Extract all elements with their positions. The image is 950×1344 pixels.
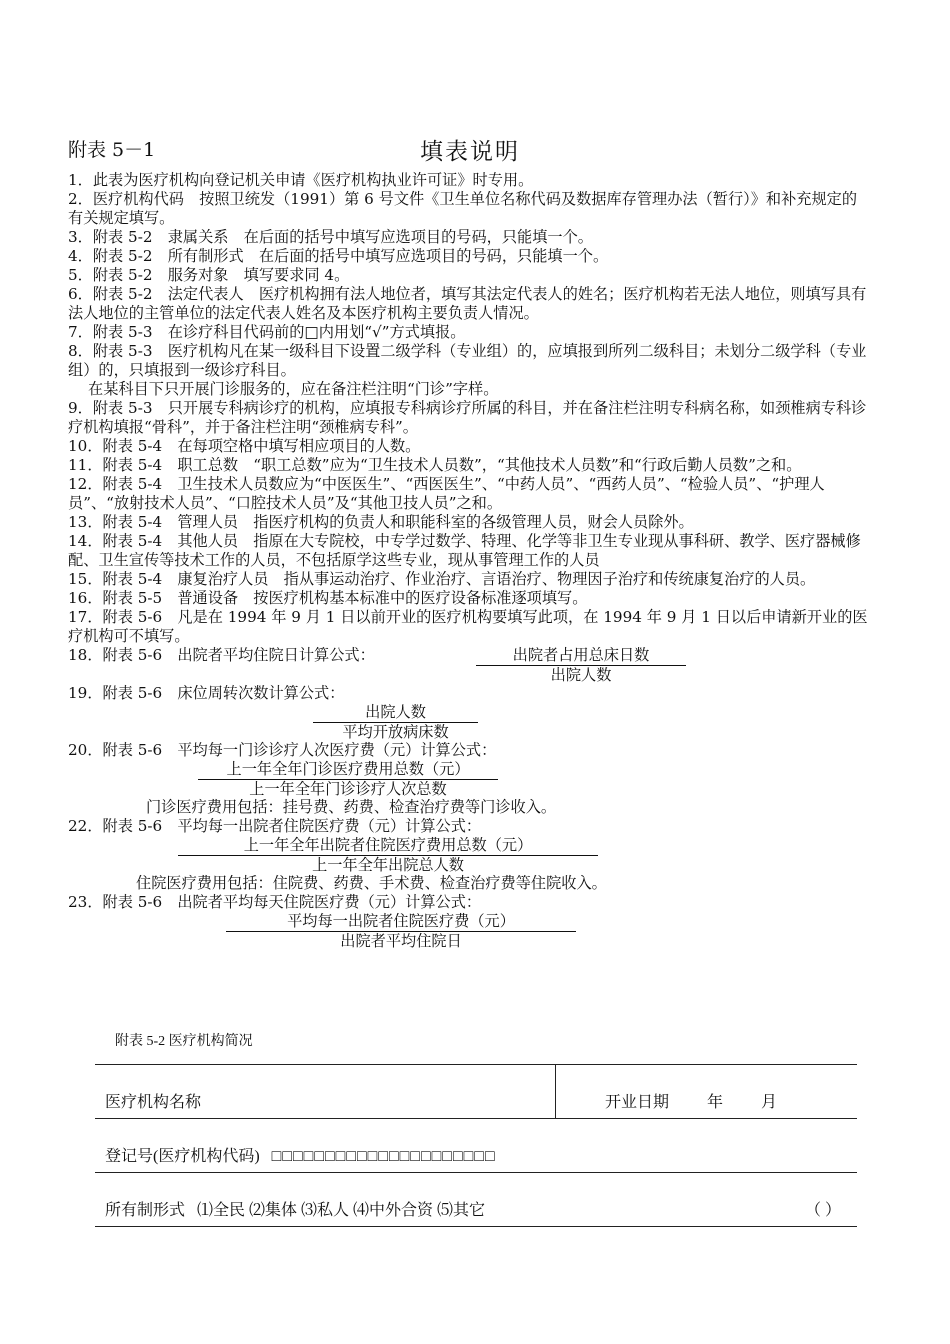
ownership-label: 所有制形式 xyxy=(105,1202,186,1219)
instruction-item: 3．附表 5-2 隶属关系 在后面的括号中填写应选项目的号码，只能填一个。 xyxy=(68,228,593,246)
instruction-item: 4．附表 5-2 所有制形式 在后面的括号中填写应选项目的号码，只能填一个。 xyxy=(68,247,609,265)
instruction-item: 在某科目下只开展门诊服务的，应在备注栏注明“门诊”字样。 xyxy=(88,380,499,398)
form-row-ownership xyxy=(95,1172,857,1227)
form-table xyxy=(95,1064,857,1227)
fraction-numerator: 上一年全年出院者住院医疗费用总数（元） xyxy=(178,836,598,856)
ownership-field xyxy=(105,1197,485,1220)
instruction-item: 7．附表 5-3 在诊疗科目代码前的□内用划“√”方式填报。 xyxy=(68,323,466,341)
formula-label: 19．附表 5-6 床位周转次数计算公式： xyxy=(68,684,345,702)
year-label: 年 xyxy=(707,1094,724,1111)
fraction xyxy=(313,703,478,742)
fraction xyxy=(178,836,598,875)
fraction-denominator: 平均开放病床数 xyxy=(342,723,449,741)
instruction-item: 17．附表 5-6 凡是在 1994 年 9 月 1 日以前开业的医疗机构要填写此项，在 1994 年 9 月 1 日以后申请新开业的医疗机构可不填写。 xyxy=(68,608,868,645)
instruction-item: 9．附表 5-3 只开展专科病诊疗的机构，应填报专科病诊疗所属的科目，并在备注栏注明专科病名称，如颈椎病专科诊疗机构填报“骨科”，并于备注栏注明“颈椎病专科”。 xyxy=(68,399,867,436)
fraction xyxy=(198,760,498,799)
instruction-item: 6．附表 5-2 法定代表人 医疗机构拥有法人地位者，填写其法定代表人的姓名；医疗机构若无法人地位，则填写具有法人地位的主管单位的法定代表人姓名及本医疗机构主要负责人情况。 xyxy=(68,285,867,322)
page-title: 填表说明 xyxy=(420,139,520,165)
formula-18 xyxy=(68,646,868,684)
formula-label: 22．附表 5-6 平均每一出院者住院医疗费（元）计算公式： xyxy=(68,817,482,835)
institution-name-label: 医疗机构名称 xyxy=(105,1094,202,1111)
instruction-item: 1．此表为医疗机构向登记机关申请《医疗机构执业许可证》时专用。 xyxy=(68,171,534,189)
formula-label: 20．附表 5-6 平均每一门诊诊疗人次医疗费（元）计算公式： xyxy=(68,741,497,759)
formula-22 xyxy=(68,836,868,874)
ownership-answer-paren: （ ） xyxy=(804,1202,841,1219)
instruction-item: 15．附表 5-4 康复治疗人员 指从事运动治疗、作业治疗、言语治疗、物理因子治疗和传统康复治疗的人员。 xyxy=(68,570,816,588)
fraction-numerator: 上一年全年门诊医疗费用总数（元） xyxy=(198,760,498,780)
form-caption: 附表 5-2 医疗机构简况 xyxy=(115,1034,253,1049)
instruction-item: 14．附表 5-4 其他人员 指原在大专院校，中专学过数学、特理、化学等非卫生专业现从事科研、教学、医疗器械修配、卫生宣传等技术工作的人员，不包括原学这些专业，现从事管理工作的人员 xyxy=(68,532,861,569)
registration-label: 登记号(医疗机构代码) xyxy=(105,1148,260,1165)
instruction-item: 12．附表 5-4 卫生技术人员数应为“中医医生”、“西医医生”、“中药人员”、“西药人员”、“检验人员”、“护理人员”、“放射技术人员”、“口腔技术人员”及“其他卫技人员”之和。 xyxy=(68,475,825,512)
formula-23 xyxy=(68,912,868,950)
formula-note: 门诊医疗费用包括：挂号费、药费、检查治疗费等门诊收入。 xyxy=(146,798,557,816)
appendix-code: 附表 5－1 xyxy=(68,139,156,161)
open-date-field xyxy=(605,1089,811,1112)
fraction-numerator: 出院者占用总床日数 xyxy=(476,646,686,666)
fraction-numerator: 出院人数 xyxy=(313,703,478,723)
open-date-label: 开业日期 xyxy=(605,1094,670,1111)
fraction-denominator: 上一年全年门诊诊疗人次总数 xyxy=(249,780,447,798)
form-row-registration xyxy=(95,1118,857,1172)
page-header xyxy=(68,133,868,163)
fraction-denominator: 出院人数 xyxy=(550,666,612,684)
fraction-denominator: 上一年全年出院总人数 xyxy=(312,856,464,874)
ownership-options: ⑴全民 ⑵集体 ⑶私人 ⑷中外合资 ⑸其它 xyxy=(197,1202,486,1219)
instructions-list xyxy=(68,171,868,950)
formula-20 xyxy=(68,760,868,798)
registration-field xyxy=(105,1143,496,1166)
fraction-denominator: 出院者平均住院日 xyxy=(340,932,462,950)
instruction-item: 13．附表 5-4 管理人员 指医疗机构的负责人和职能科室的各级管理人员，财会人员除外。 xyxy=(68,513,694,531)
formula-label: 18．附表 5-6 出院者平均住院日计算公式： xyxy=(68,646,375,664)
instruction-item: 2．医疗机构代码 按照卫统发（1991）第 6 号文件《卫生单位名称代码及数据库存管理办法（暂行）》和补充规定的有关规定填写。 xyxy=(68,190,858,227)
instruction-item: 5．附表 5-2 服务对象 填写要求同 4。 xyxy=(68,266,350,284)
formula-label: 23．附表 5-6 出院者平均每天住院医疗费（元）计算公式： xyxy=(68,893,482,911)
formula-note: 住院医疗费用包括：住院费、药费、手术费、检查治疗费等住院收入。 xyxy=(136,874,607,892)
instruction-item: 10．附表 5-4 在每项空格中填写相应项目的人数。 xyxy=(68,437,421,455)
month-label: 月 xyxy=(761,1094,778,1111)
form-row-name xyxy=(95,1064,857,1118)
instruction-item: 11．附表 5-4 职工总数 “职工总数”应为“卫生技术人员数”，“其他技术人员数”和“行政后勤人员数”之和。 xyxy=(68,456,802,474)
fraction xyxy=(226,912,576,951)
registration-code-boxes: □□□□□□□□□□□□□□□□□□□□□ xyxy=(271,1148,496,1165)
fraction-numerator: 平均每一出院者住院医疗费（元） xyxy=(226,912,576,932)
column-divider xyxy=(555,1065,556,1118)
fraction xyxy=(476,646,686,685)
institution-overview-form xyxy=(95,1030,860,1219)
formula-19 xyxy=(68,703,868,741)
instruction-item: 16．附表 5-5 普通设备 按医疗机构基本标准中的医疗设备标准逐项填写。 xyxy=(68,589,588,607)
instruction-item: 8．附表 5-3 医疗机构凡在某一级科目下设置二级学科（专业组）的，应填报到所列二级科目；未划分二级学科（专业组）的，只填报到一级诊疗科目。 xyxy=(68,342,867,379)
